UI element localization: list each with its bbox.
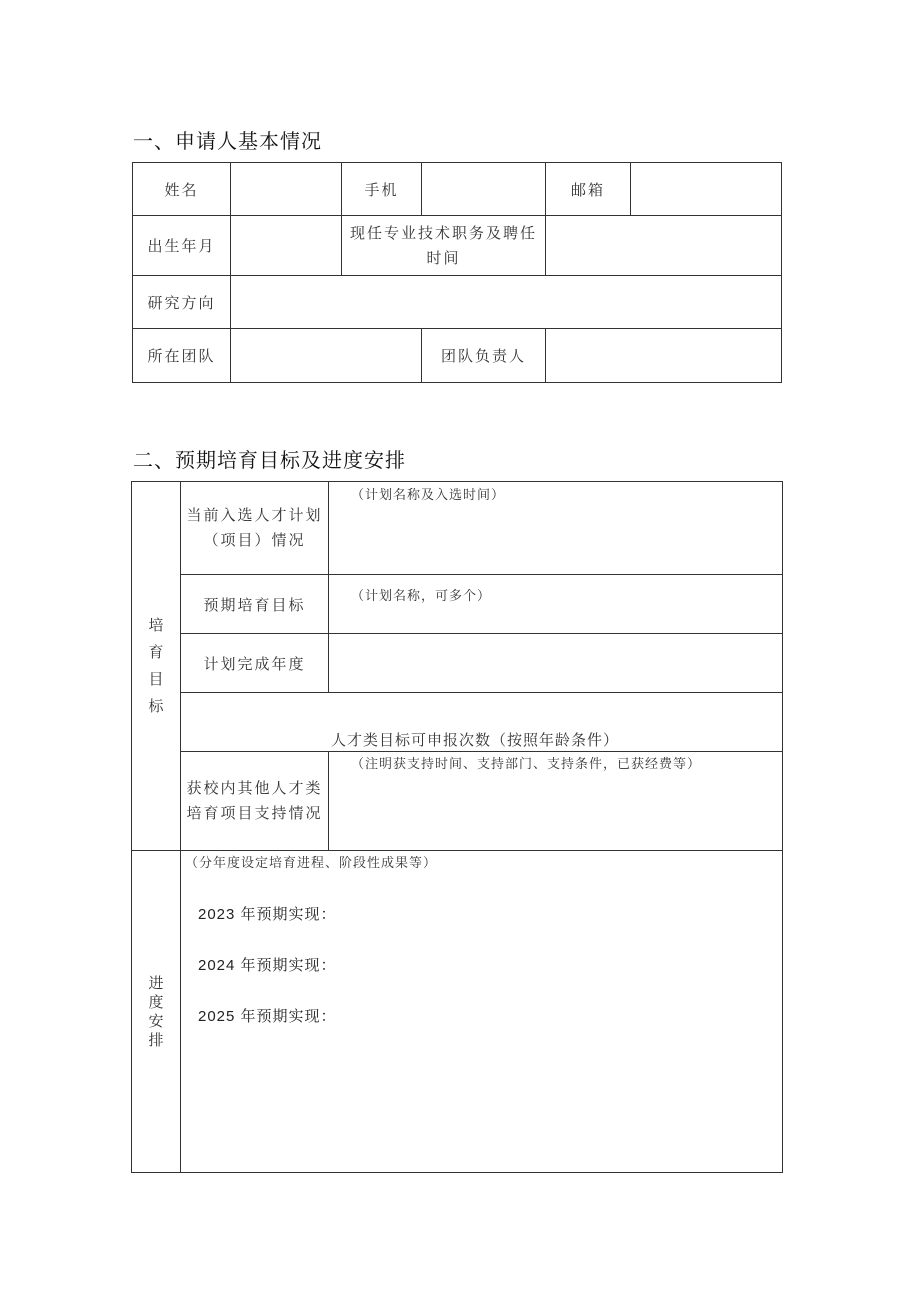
- other-support-label: 获校内其他人才类培育项目支持情况: [181, 752, 329, 851]
- progress-group-label: [132, 851, 181, 1173]
- applicant-info-table: [132, 162, 782, 383]
- current-plan-field[interactable]: [329, 482, 783, 575]
- name-label: 姓名: [133, 163, 231, 216]
- apply-times-cell[interactable]: [181, 693, 783, 752]
- name-field[interactable]: [231, 163, 342, 216]
- goals-table: [131, 481, 783, 1173]
- research-field[interactable]: [231, 276, 782, 329]
- expected-goal-label: 预期培育目标: [181, 575, 329, 634]
- current-plan-hint: （计划名称及入选时间）: [351, 488, 506, 503]
- plan-2024: 2024 年预期实现：: [198, 957, 337, 974]
- birth-field[interactable]: [231, 216, 342, 276]
- goal-group-text: 培育目标: [148, 616, 164, 715]
- section2-title: 二、预期培育目标及进度安排: [133, 448, 406, 472]
- research-label: 研究方向: [133, 276, 231, 329]
- phone-field[interactable]: [422, 163, 546, 216]
- expected-goal-field[interactable]: [329, 575, 783, 634]
- progress-hint: （分年度设定培育进程、阶段性成果等）: [185, 856, 438, 871]
- leader-label: 团队负责人: [422, 329, 546, 383]
- current-plan-label: 当前入选人才计划（项目）情况: [181, 482, 329, 575]
- other-support-field[interactable]: [329, 752, 783, 851]
- leader-field[interactable]: [546, 329, 782, 383]
- other-support-hint: （注明获支持时间、支持部门、支持条件，已获经费等）: [351, 757, 702, 772]
- title-label: 现任专业技术职务及聘任时间: [342, 216, 546, 276]
- team-label: 所在团队: [133, 329, 231, 383]
- plan-2023: 2023 年预期实现：: [198, 906, 337, 923]
- team-field[interactable]: [231, 329, 422, 383]
- birth-label: 出生年月: [133, 216, 231, 276]
- goal-group-label: [132, 482, 181, 851]
- apply-times-label: 人才类目标可申报次数（按照年龄条件）: [331, 731, 620, 749]
- plan-2025: 2025 年预期实现：: [198, 1008, 337, 1025]
- email-label: 邮箱: [546, 163, 631, 216]
- progress-group-text: 进度安排: [148, 973, 164, 1049]
- expected-goal-hint: （计划名称，可多个）: [351, 589, 492, 604]
- progress-field[interactable]: [181, 851, 783, 1173]
- email-field[interactable]: [631, 163, 782, 216]
- section1-title: 一、申请人基本情况: [133, 129, 322, 153]
- completion-year-field[interactable]: [329, 634, 783, 693]
- phone-label: 手机: [342, 163, 422, 216]
- completion-year-label: 计划完成年度: [181, 634, 329, 693]
- title-field[interactable]: [546, 216, 782, 276]
